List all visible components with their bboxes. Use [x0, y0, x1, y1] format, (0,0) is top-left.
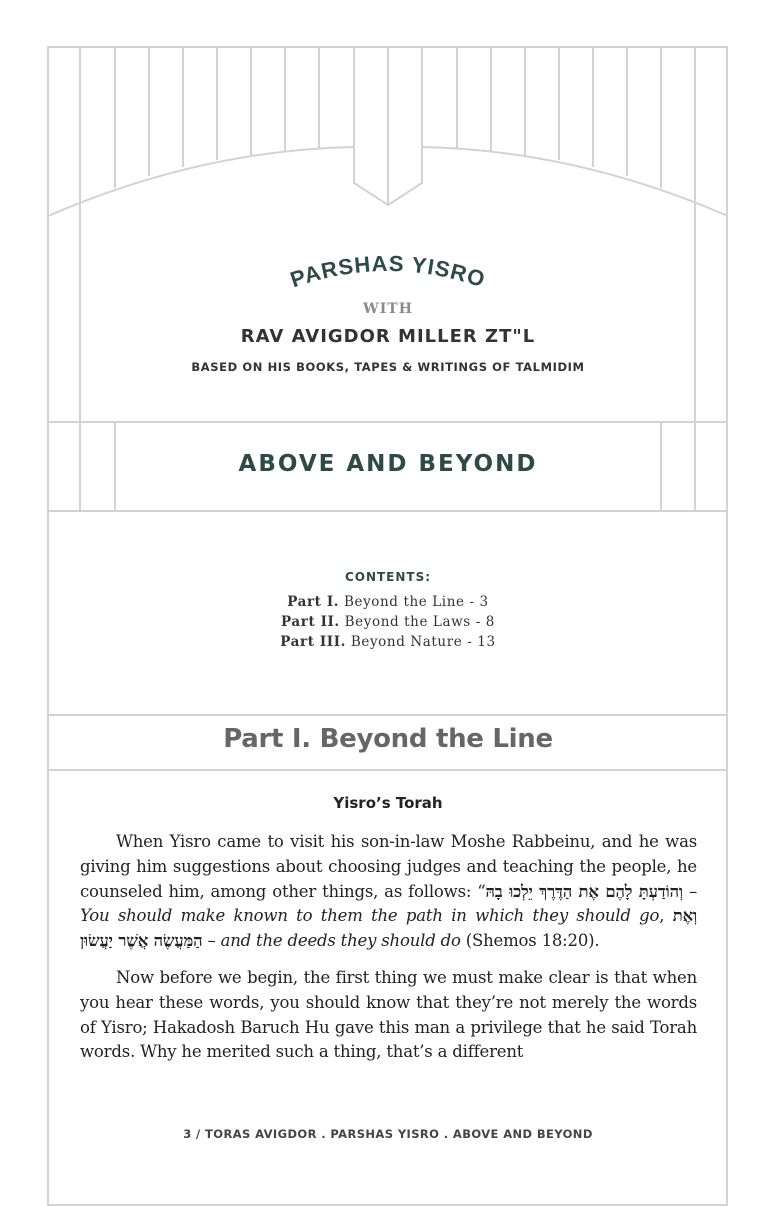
parsha-title: PARSHAS YISRO	[287, 250, 489, 293]
divider	[47, 510, 728, 512]
subtitle: BASED ON HIS BOOKS, TAPES & WRITINGS OF TALMIDIM	[191, 360, 585, 374]
contents-item[interactable]: Part II. Beyond the Laws - 8	[281, 614, 495, 630]
page-footer: 3 / TORAS AVIGDOR . PARSHAS YISRO . ABOVE AND BEYOND	[183, 1127, 593, 1141]
paragraph: Now before we begin, the first thing we must make clear is that when you hear these words, you should know that they’re not merely the words of Yisro; Hakadosh Baruch Hu gave this man a privilege that he said Torah words. Why he merited such a thing, that’s a different	[80, 967, 697, 1062]
paragraph: When Yisro came to visit his son-in-law Moshe Rabbeinu, and he was giving him suggestions about choosing judges and teaching the people, he counseled him, among other things, as follows: “וְהוֹדַעְתָּ לָהֶם אֶת הַדֶּרֶךְ יֵלְכוּ בָהּ – You should make known to them the path in which they should go, וְאֶת הַמַּעֲשֶׂה אֲשֶׁר יַעֲשׂוּן – and the deeds they should do (Shemos 18:20).	[80, 832, 698, 951]
author-name: RAV AVIGDOR MILLER ZT"L	[240, 326, 536, 347]
part-title: Part I. Beyond the Line	[223, 724, 553, 754]
section-heading: Yisro’s Torah	[333, 794, 443, 812]
divider	[47, 421, 728, 423]
header-ornament	[0, 0, 776, 520]
divider	[47, 714, 728, 716]
contents-item[interactable]: Part III. Beyond Nature - 13	[280, 634, 496, 650]
divider	[47, 769, 728, 771]
body-text	[80, 830, 697, 1077]
contents-item[interactable]: Part I. Beyond the Line - 3	[287, 594, 489, 610]
contents-list	[0, 592, 776, 652]
main-title: ABOVE AND BEYOND	[238, 451, 538, 477]
with-label: WITH	[363, 301, 413, 317]
contents-label: CONTENTS:	[344, 570, 432, 584]
